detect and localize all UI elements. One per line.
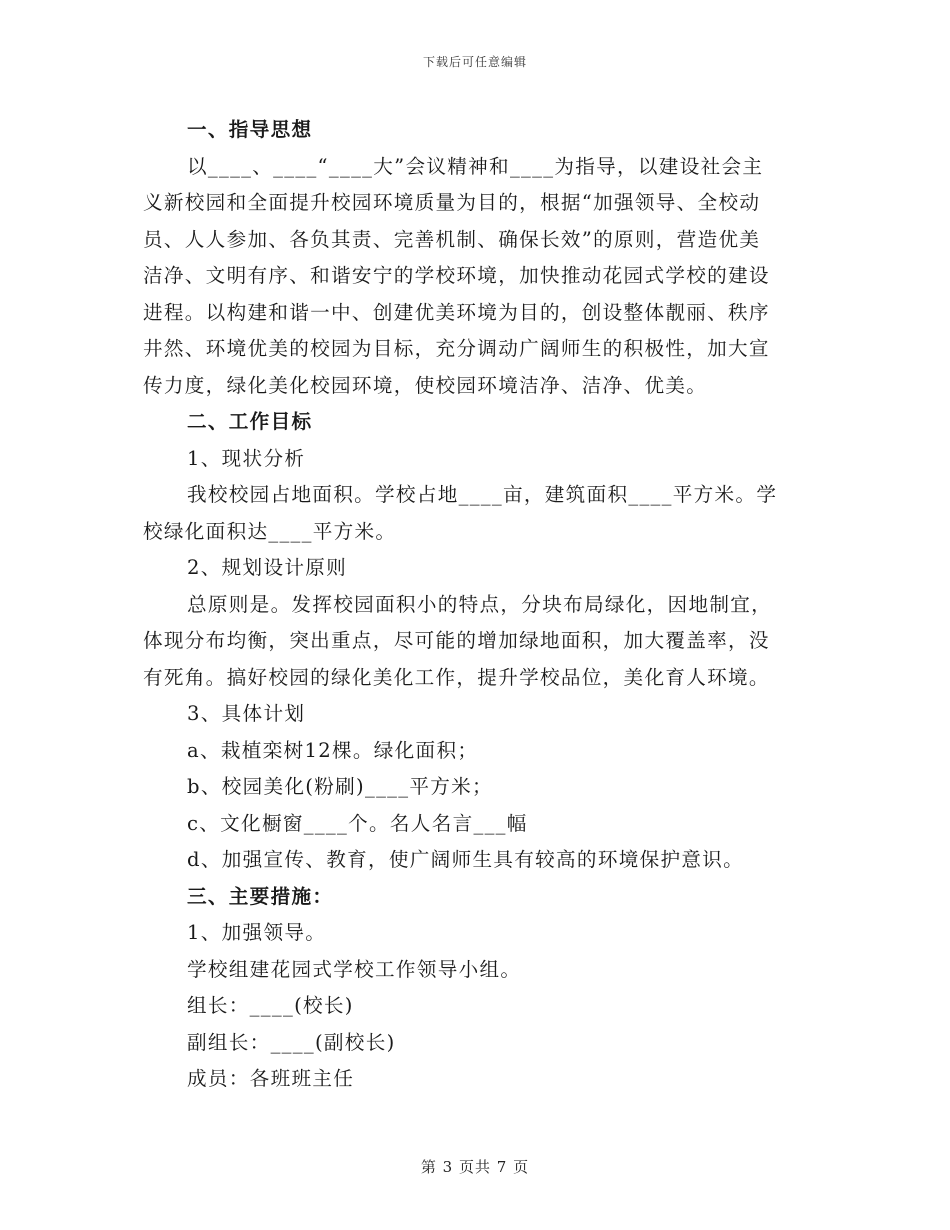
text-line: 3、具体计划 [187,702,306,725]
page-number: 第 3 页共 7 页 [420,1158,530,1176]
text-line: 总原则是。发挥校园面积小的特点，分块布局绿化，因地制宜， [187,592,773,616]
text-line: 有死角。搞好校园的绿化美化工作，提升学校品位，美化育人环境。 [143,665,770,689]
section-heading: 三、主要措施： [187,884,334,908]
text-line: 传力度，绿化美化校园环境，使校园环境洁净、洁净、优美。 [143,373,708,397]
text-line: 井然、环境优美的校园为目标，充分调动广阔师生的积极性，加大宣 [143,337,770,360]
text-line: 员、人人参加、各负其责、完善机制、确保长效”的原则，营造优美 [143,227,761,251]
document-body [143,112,803,1098]
text-line: 义新校园和全面提升校园环境质量为目的，根据“加强领导、全校动 [143,191,761,214]
header-note: 下载后可任意编辑 [422,55,527,69]
text-line: 校绿化面积达____平方米。 [143,519,397,543]
text-line: 副组长：____(副校长) [187,1030,396,1054]
text-line: c、文化橱窗____个。名人名言___幅 [187,811,528,835]
text-line: 2、规划设计原则 [187,556,348,579]
section-heading: 一、指导思想 [187,118,313,141]
text-line: 洁净、文明有序、和谐安宁的学校环境，加快推动花园式学校的建设 [143,264,770,287]
text-line: 成员：各班班主任 [187,1067,355,1090]
text-line: 组长：____(校长) [187,994,354,1017]
text-line: 学校组建花园式学校工作领导小组。 [187,957,522,981]
section-heading: 二、工作目标 [187,410,313,433]
text-line: 进程。以构建和谐一中、创建优美环境为目的，创设整体靓丽、秩序 [143,300,770,324]
text-line: b、校园美化(粉刷)____平方米； [187,775,493,798]
text-line: a、栽植栾树12棵。绿化面积； [187,738,479,762]
text-line: 我校校园占地面积。学校占地____亩，建筑面积____平方米。学 [187,483,778,506]
text-line: 1、加强领导。 [187,921,327,944]
text-line: 体现分布均衡，突出重点，尽可能的增加绿地面积，加大覆盖率，没 [143,629,770,652]
text-line: d、加强宣传、教育，使广阔师生具有较高的环境保护意识。 [187,848,745,871]
text-line: 1、现状分析 [187,446,306,470]
text-line: 以____、____“____大”会议精神和____为指导，以建设社会主 [187,154,764,178]
